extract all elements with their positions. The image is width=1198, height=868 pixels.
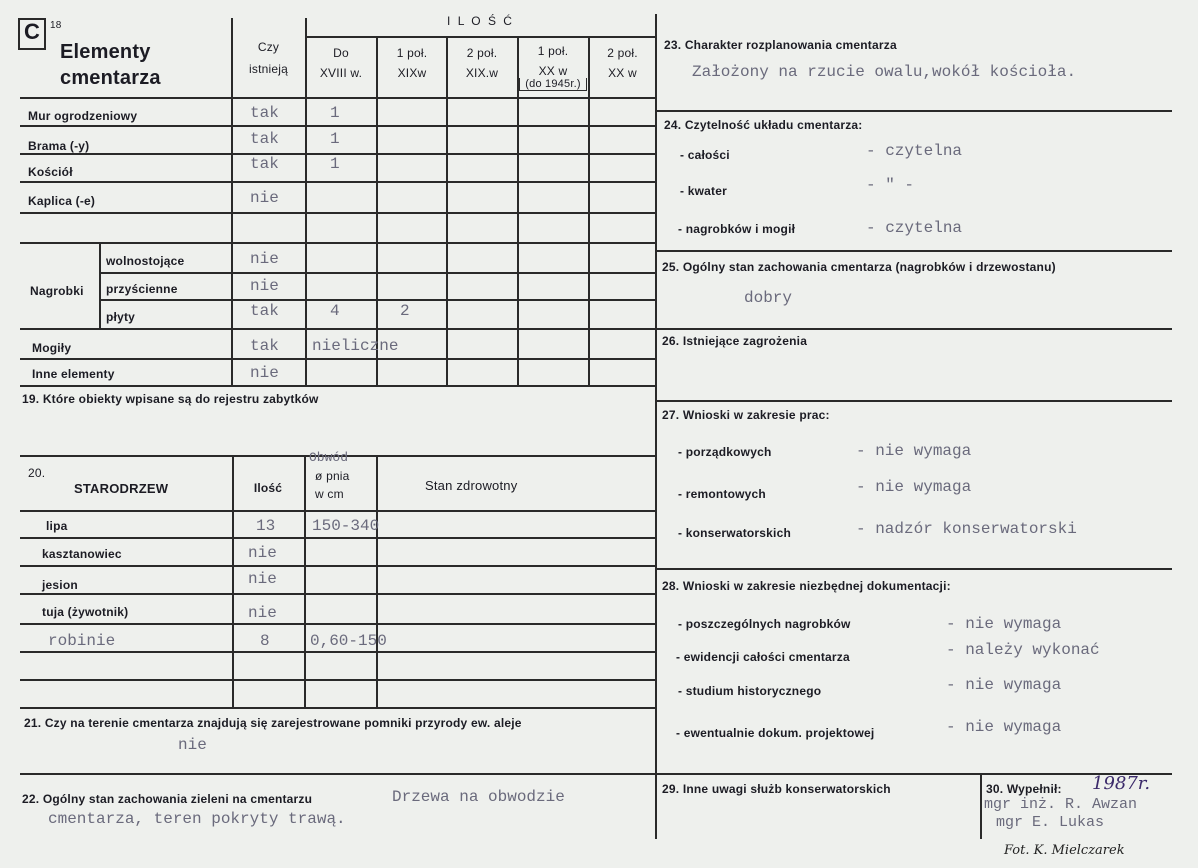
tree-obwod: 0,60-150 xyxy=(310,632,387,650)
nag-row-qty: 4 xyxy=(330,302,340,320)
tree-name: robinie xyxy=(48,632,116,650)
rule xyxy=(20,537,656,539)
q30-name-1: mgr inż. R. Awzan xyxy=(984,796,1138,813)
q22-label: 22. Ogólny stan zachowania zieleni na cmentarzu xyxy=(22,792,313,806)
rule xyxy=(99,242,101,329)
q25-label: 25. Ogólny stan zachowania cmentarza (nagrobków i drzewostanu) xyxy=(662,260,1056,274)
q22-answer-2: cmentarza, teren pokryty trawą. xyxy=(48,810,346,828)
q28-row-label: - poszczególnych nagrobków xyxy=(678,617,851,631)
header-col3-b: XIX.w xyxy=(465,66,499,80)
rule xyxy=(20,679,656,681)
section-title-1: Elementy xyxy=(60,41,151,63)
rule xyxy=(20,623,656,625)
q25-answer: dobry xyxy=(744,289,793,307)
rule xyxy=(305,36,656,38)
nag-row-exists: nie xyxy=(250,277,279,295)
header-ilosc: I L O Ś Ć xyxy=(447,14,514,28)
badge-letter: C xyxy=(24,19,41,44)
q23-label: 23. Charakter rozplanowania cmentarza xyxy=(664,38,897,52)
row-qty: 1 xyxy=(330,104,340,122)
rule xyxy=(304,455,306,707)
q24-label: 24. Czytelność układu cmentarza: xyxy=(664,118,863,132)
rule xyxy=(446,36,448,386)
nag-row-exists: nie xyxy=(250,250,279,268)
rule xyxy=(20,212,656,214)
q20-obwod-2: ø pnia xyxy=(315,469,350,483)
q20-stan: Stan zdrowotny xyxy=(425,478,518,493)
header-col5-a: 2 poł. xyxy=(607,46,638,60)
header-col1-b: XVIII w. xyxy=(319,66,363,80)
q28-row-answer: - nie wymaga xyxy=(946,676,1062,694)
rule xyxy=(588,36,590,386)
rule xyxy=(656,400,1172,402)
header-col2-a: 1 poł. xyxy=(396,46,428,60)
rule xyxy=(656,328,1172,330)
q24-row-answer: - " - xyxy=(866,176,915,194)
rule xyxy=(20,593,656,595)
q29-label: 29. Inne uwagi służb konserwatorskich xyxy=(662,782,891,796)
nag-row-label: wolnostojące xyxy=(106,254,185,268)
nagrobki-label: Nagrobki xyxy=(30,284,84,298)
row-exists: tak xyxy=(250,155,279,173)
q27-label: 27. Wnioski w zakresie prac: xyxy=(662,408,830,422)
q28-row-label: - ewentualnie dokum. projektowej xyxy=(676,726,875,740)
row-label: Brama (-y) xyxy=(28,139,90,153)
nag-row-exists: tak xyxy=(250,302,279,320)
q28-row-label: - ewidencji całości cmentarza xyxy=(676,650,850,664)
header-col5-b: XX w xyxy=(608,66,637,80)
rule xyxy=(100,272,656,274)
q27-row-answer: - nadzór konserwatorski xyxy=(856,520,1077,538)
header-col1-a: Do xyxy=(333,46,349,60)
rule xyxy=(20,773,656,775)
row-exists: tak xyxy=(250,104,279,122)
q28-label: 28. Wnioski w zakresie niezbędnej dokumentacji: xyxy=(662,579,951,593)
q20-obwod-1: Obwód xyxy=(309,450,349,465)
rule xyxy=(376,455,378,707)
mogily-label: Mogiły xyxy=(32,341,72,355)
rule xyxy=(20,97,656,99)
rule xyxy=(20,181,656,183)
rule xyxy=(20,707,656,709)
mogily-qty: nieliczne xyxy=(312,337,399,355)
rule xyxy=(20,565,656,567)
q21-label: 21. Czy na terenie cmentarza znajdują się zarejestrowane pomniki przyrody ew. aleje xyxy=(24,716,522,730)
q20-obwod-3: w cm xyxy=(315,487,344,501)
header-col2-b: XIXw xyxy=(397,66,427,80)
rule xyxy=(20,385,656,387)
divider xyxy=(655,14,657,839)
rule xyxy=(20,651,656,653)
row-label: Kaplica (-e) xyxy=(28,194,96,208)
row-label: Mur ogrodzeniowy xyxy=(28,109,138,123)
rule xyxy=(20,328,656,330)
header-col4-a: 1 poł. xyxy=(537,44,569,58)
tree-qty: nie xyxy=(248,570,277,588)
q23-answer: Założony na rzucie owalu,wokół kościoła. xyxy=(692,63,1077,81)
tree-name: kasztanowiec xyxy=(42,547,122,561)
inne-exists: nie xyxy=(250,364,279,382)
q30-year: 1987r. xyxy=(1092,773,1151,794)
header-col3-a: 2 poł. xyxy=(466,46,498,60)
q28-row-answer: - należy wykonać xyxy=(946,641,1100,659)
tree-name: lipa xyxy=(46,519,68,533)
tree-obwod: 150-340 xyxy=(312,517,380,535)
q28-row-answer: - nie wymaga xyxy=(946,718,1062,736)
rule xyxy=(376,36,378,386)
rule xyxy=(656,568,1172,570)
tree-qty: 8 xyxy=(260,632,270,650)
rule xyxy=(100,299,656,301)
tree-qty: nie xyxy=(248,544,277,562)
q27-row-answer: - nie wymaga xyxy=(856,478,972,496)
q24-row-answer: - czytelna xyxy=(866,142,963,160)
q20-title: STARODRZEW xyxy=(74,481,169,496)
q27-row-label: - porządkowych xyxy=(678,445,772,459)
q30-name-2: mgr E. Lukas xyxy=(996,814,1105,831)
nag-row-qty: 2 xyxy=(400,302,410,320)
tree-qty: 13 xyxy=(256,517,276,535)
q28-row-label: - studium historycznego xyxy=(678,684,822,698)
photo-credit: Fot. K. Mielczarek xyxy=(1004,843,1125,858)
row-qty: 1 xyxy=(330,155,340,173)
q20-number: 20. xyxy=(28,466,46,480)
q28-row-answer: - nie wymaga xyxy=(946,615,1062,633)
q21-answer: nie xyxy=(178,736,207,754)
q19-label: 19. Które obiekty wpisane są do rejestru zabytków xyxy=(22,392,319,406)
rule xyxy=(656,250,1172,252)
q20-ilosc: Ilość xyxy=(253,481,283,495)
rule xyxy=(20,510,656,512)
q24-row-answer: - czytelna xyxy=(866,219,963,237)
q27-row-answer: - nie wymaga xyxy=(856,442,972,460)
row-exists: nie xyxy=(250,189,279,207)
tree-qty: nie xyxy=(248,604,277,622)
row-qty: 1 xyxy=(330,130,340,148)
mogily-exists: tak xyxy=(250,337,279,355)
tree-name: tuja (żywotnik) xyxy=(42,605,129,619)
rule xyxy=(20,125,656,127)
row-exists: tak xyxy=(250,130,279,148)
q27-row-label: - konserwatorskich xyxy=(678,526,791,540)
inne-label: Inne elementy xyxy=(32,367,115,381)
tree-name: jesion xyxy=(42,578,78,592)
nag-row-label: przyścienne xyxy=(106,282,178,296)
header-exists-1: Czy xyxy=(257,40,280,54)
badge-number: 18 xyxy=(50,20,62,31)
header-col4-b: XX w xyxy=(538,64,568,78)
rule xyxy=(20,242,656,244)
q22-answer-1: Drzewa na obwodzie xyxy=(392,788,565,806)
q26-label: 26. Istniejące zagrożenia xyxy=(662,334,808,348)
rule xyxy=(656,110,1172,112)
q24-row-label: - nagrobków i mogił xyxy=(678,222,796,236)
rule xyxy=(980,773,982,839)
section-title-2: cmentarza xyxy=(60,67,161,89)
q27-row-label: - remontowych xyxy=(678,487,766,501)
q24-row-label: - całości xyxy=(680,148,730,162)
rule xyxy=(20,358,656,360)
row-label: Kościół xyxy=(28,165,73,179)
q30-label: 30. Wypełnił: xyxy=(986,782,1062,796)
nag-row-label: płyty xyxy=(106,310,136,324)
header-col4-c: (do 1945r.) xyxy=(519,78,587,91)
header-exists-2: istnieją xyxy=(249,62,288,76)
q24-row-label: - kwater xyxy=(680,184,727,198)
